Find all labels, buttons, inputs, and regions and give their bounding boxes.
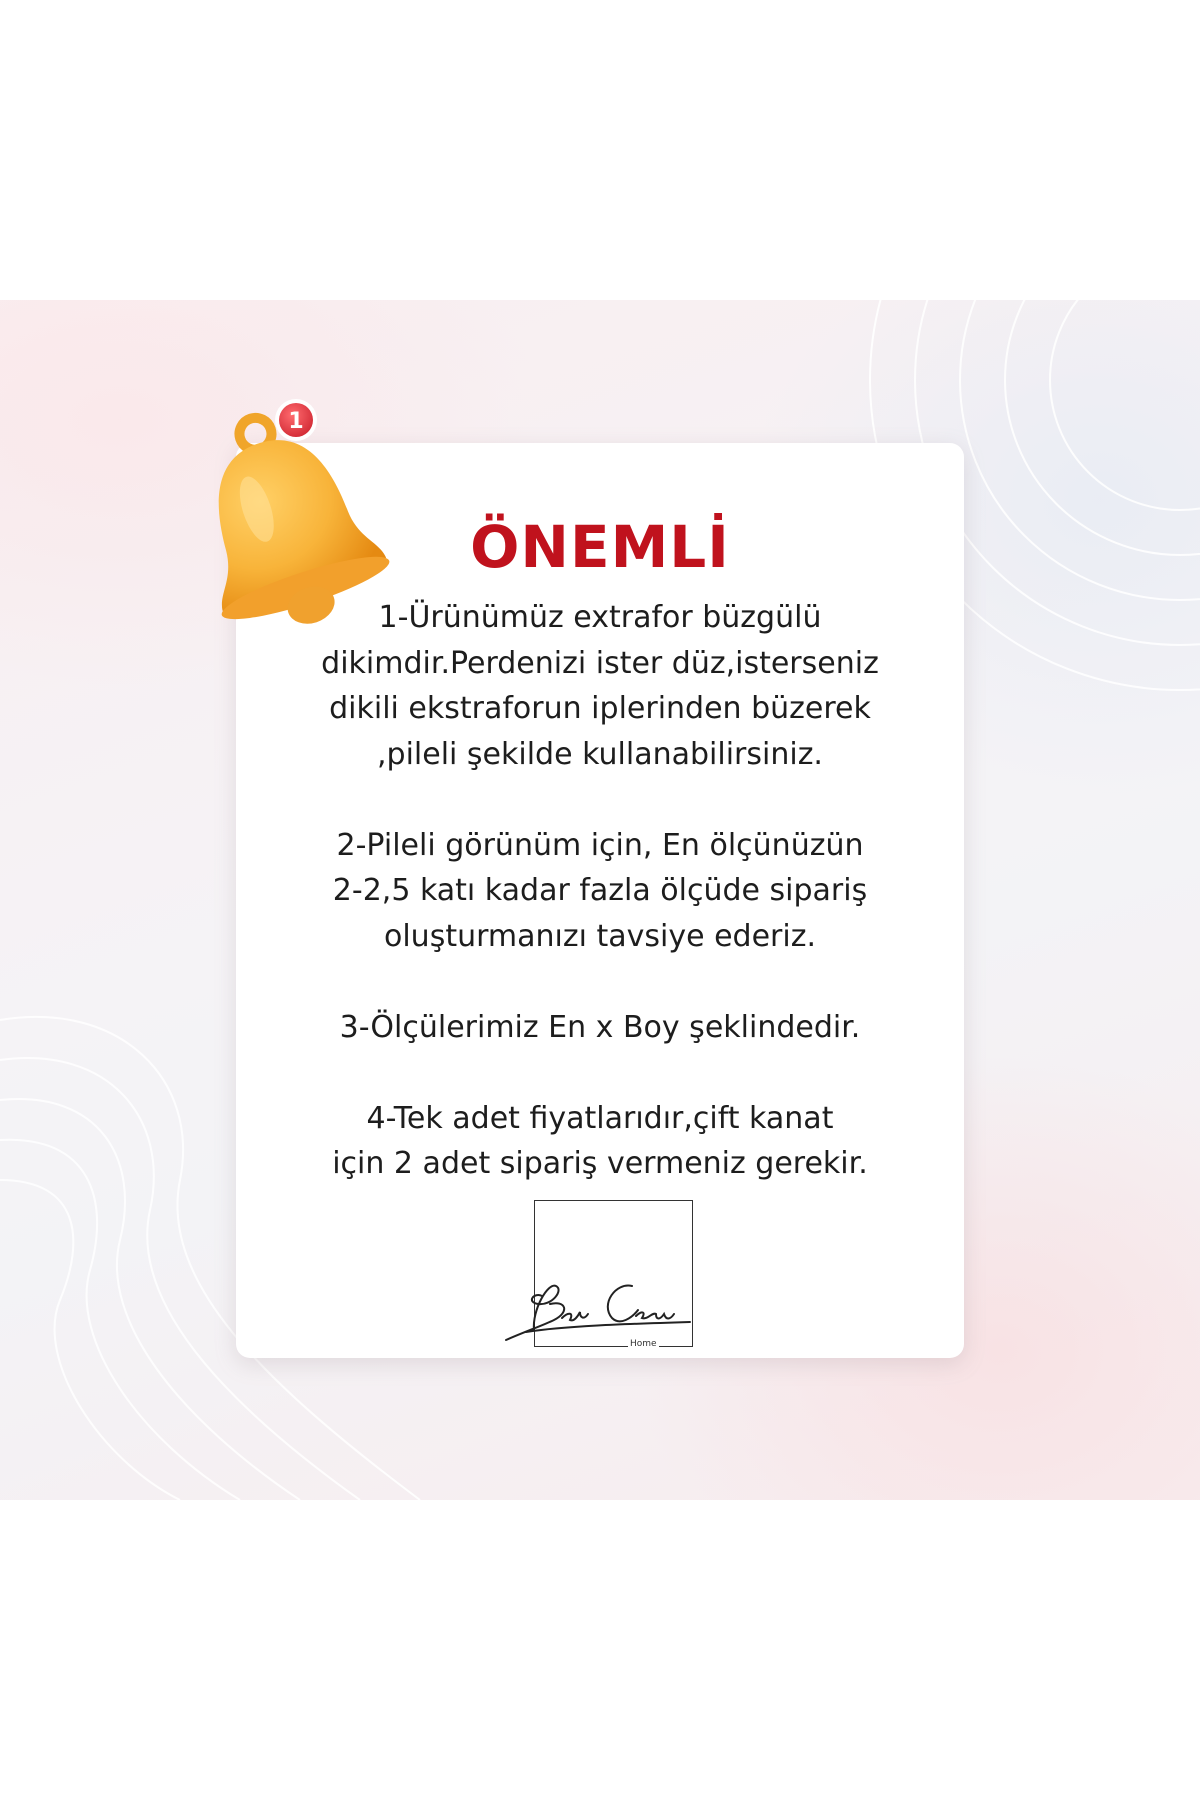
notice-item-3: 3-Ölçülerimiz En x Boy şeklindedir. <box>339 1009 861 1045</box>
brand-subtitle: Home <box>630 1339 657 1349</box>
brand-logo <box>504 1200 684 1350</box>
notice-poster <box>0 300 1200 1500</box>
notice-title: ÖNEMLİ <box>470 513 730 581</box>
logo-signature-icon <box>504 1200 694 1350</box>
notice-item-2: 2-Pileli görünüm için, En ölçünüzün 2-2,5 katı kadar fazla ölçüde sipariş oluşturmanızı tavsiye ederiz. <box>332 827 868 954</box>
notice-item-1: 1-Ürünümüz extrafor büzgülü dikimdir.Perdenizi ister düz,isterseniz dikili ekstraforun iplerinden büzerek ,pileli şekilde kullanabilirsiniz. <box>321 600 879 772</box>
notice-item-4: 4-Tek adet fiyatlarıdır,çift kanat için 2 adet sipariş vermeniz gerekir. <box>332 1100 868 1181</box>
notice-body <box>266 595 934 1232</box>
notification-badge-count: 1 <box>288 409 304 434</box>
notification-bell-icon <box>172 392 392 632</box>
